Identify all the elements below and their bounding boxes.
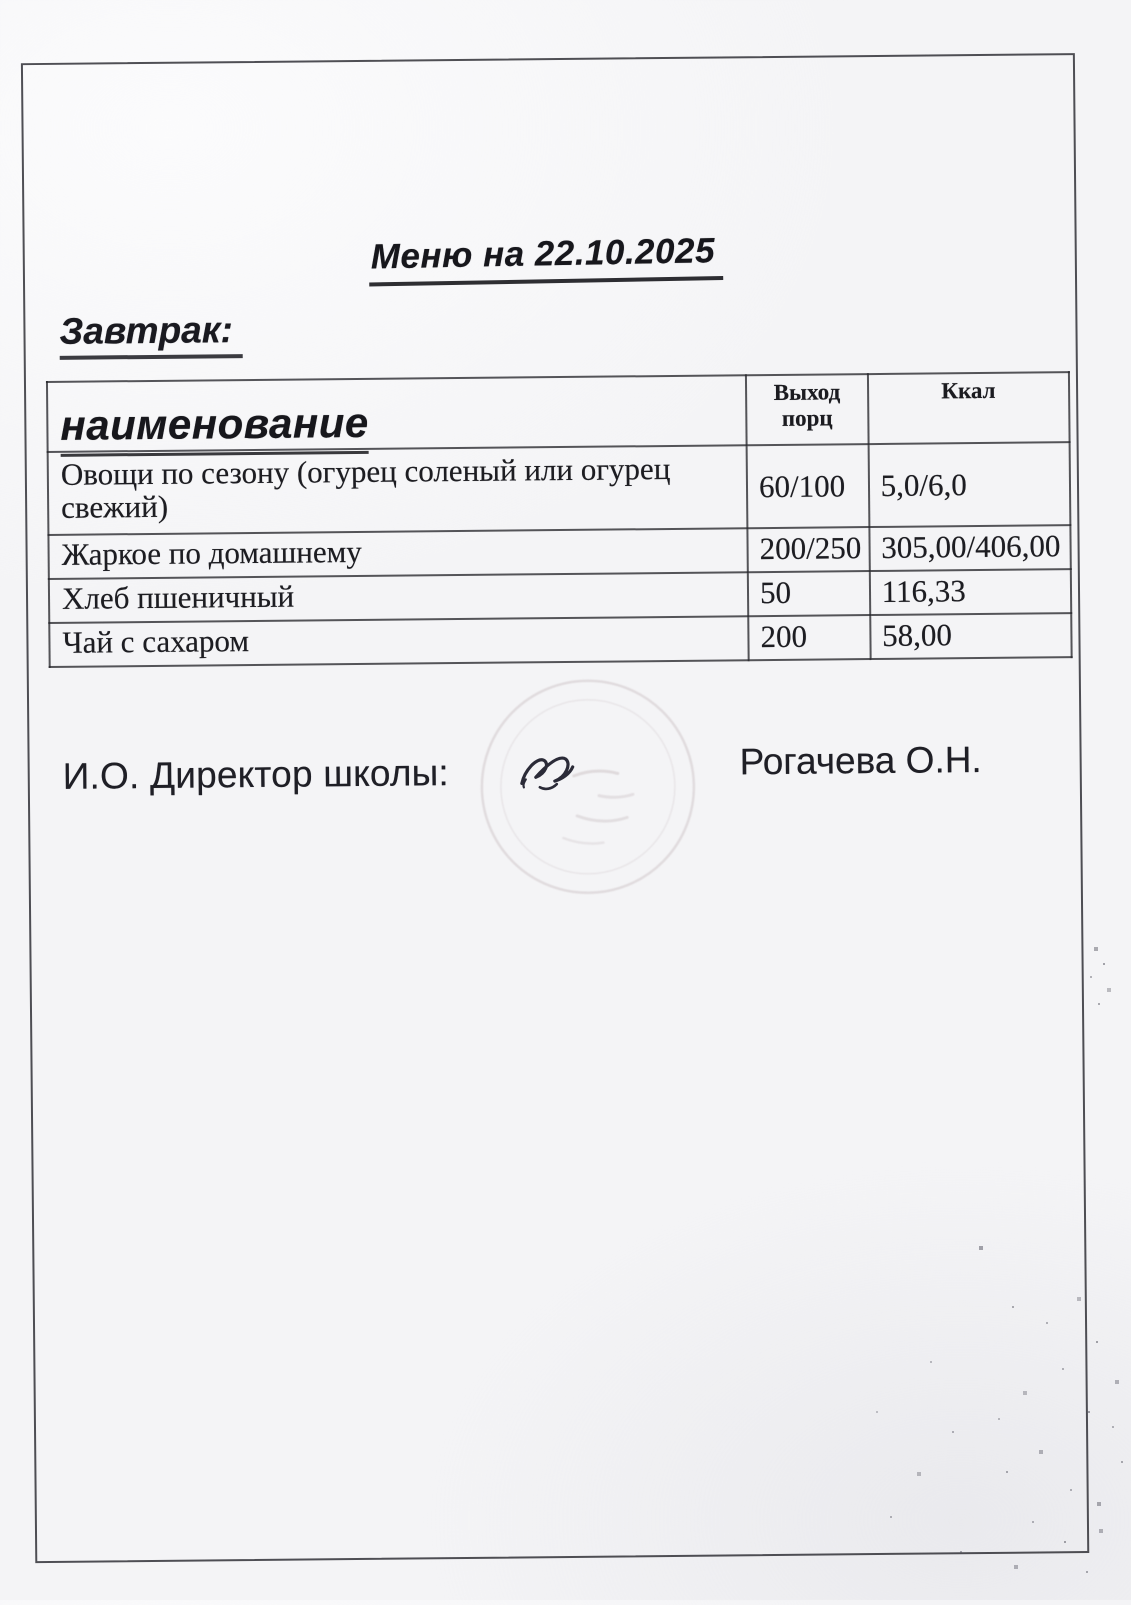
- kcal-cell: 116,33: [869, 569, 1071, 615]
- round-stamp: [478, 677, 698, 897]
- dish-name-cell: Жаркое по домашнему: [48, 528, 747, 579]
- table-header-row: [47, 372, 1070, 452]
- dish-name-cell: Хлеб пшеничный: [49, 572, 748, 623]
- dish-name-cell: Овощи по сезону (огурец соленый или огурец свежий): [48, 445, 748, 535]
- signature-scribble: [511, 738, 586, 801]
- column-header-portion: Выход порц: [746, 374, 868, 445]
- portion-cell: 200: [748, 615, 870, 660]
- title-area: [0, 227, 1126, 289]
- signature-name: Рогачева О.Н.: [739, 739, 982, 783]
- meal-heading: Завтрак:: [59, 309, 243, 359]
- signature-label: И.О. Директор школы:: [62, 752, 450, 797]
- column-header-name: наименование: [47, 375, 747, 452]
- stamp-rings: [478, 677, 698, 897]
- portion-cell: 60/100: [747, 444, 869, 528]
- kcal-cell: 58,00: [870, 613, 1072, 659]
- kcal-cell: 5,0/6,0: [868, 442, 1070, 527]
- page-title: Меню на 22.10.2025: [369, 229, 724, 286]
- portion-cell: 50: [748, 571, 870, 616]
- menu-table: [46, 371, 1073, 668]
- dish-name-cell: Чай с сахаром: [49, 616, 748, 667]
- scan-noise: [0, 0, 2, 2]
- portion-cell: 200/250: [747, 527, 869, 572]
- column-header-kcal: Ккал: [868, 372, 1070, 444]
- table-row: [48, 442, 1071, 535]
- kcal-cell: 305,00/406,00: [869, 525, 1071, 571]
- table-row: [49, 613, 1071, 667]
